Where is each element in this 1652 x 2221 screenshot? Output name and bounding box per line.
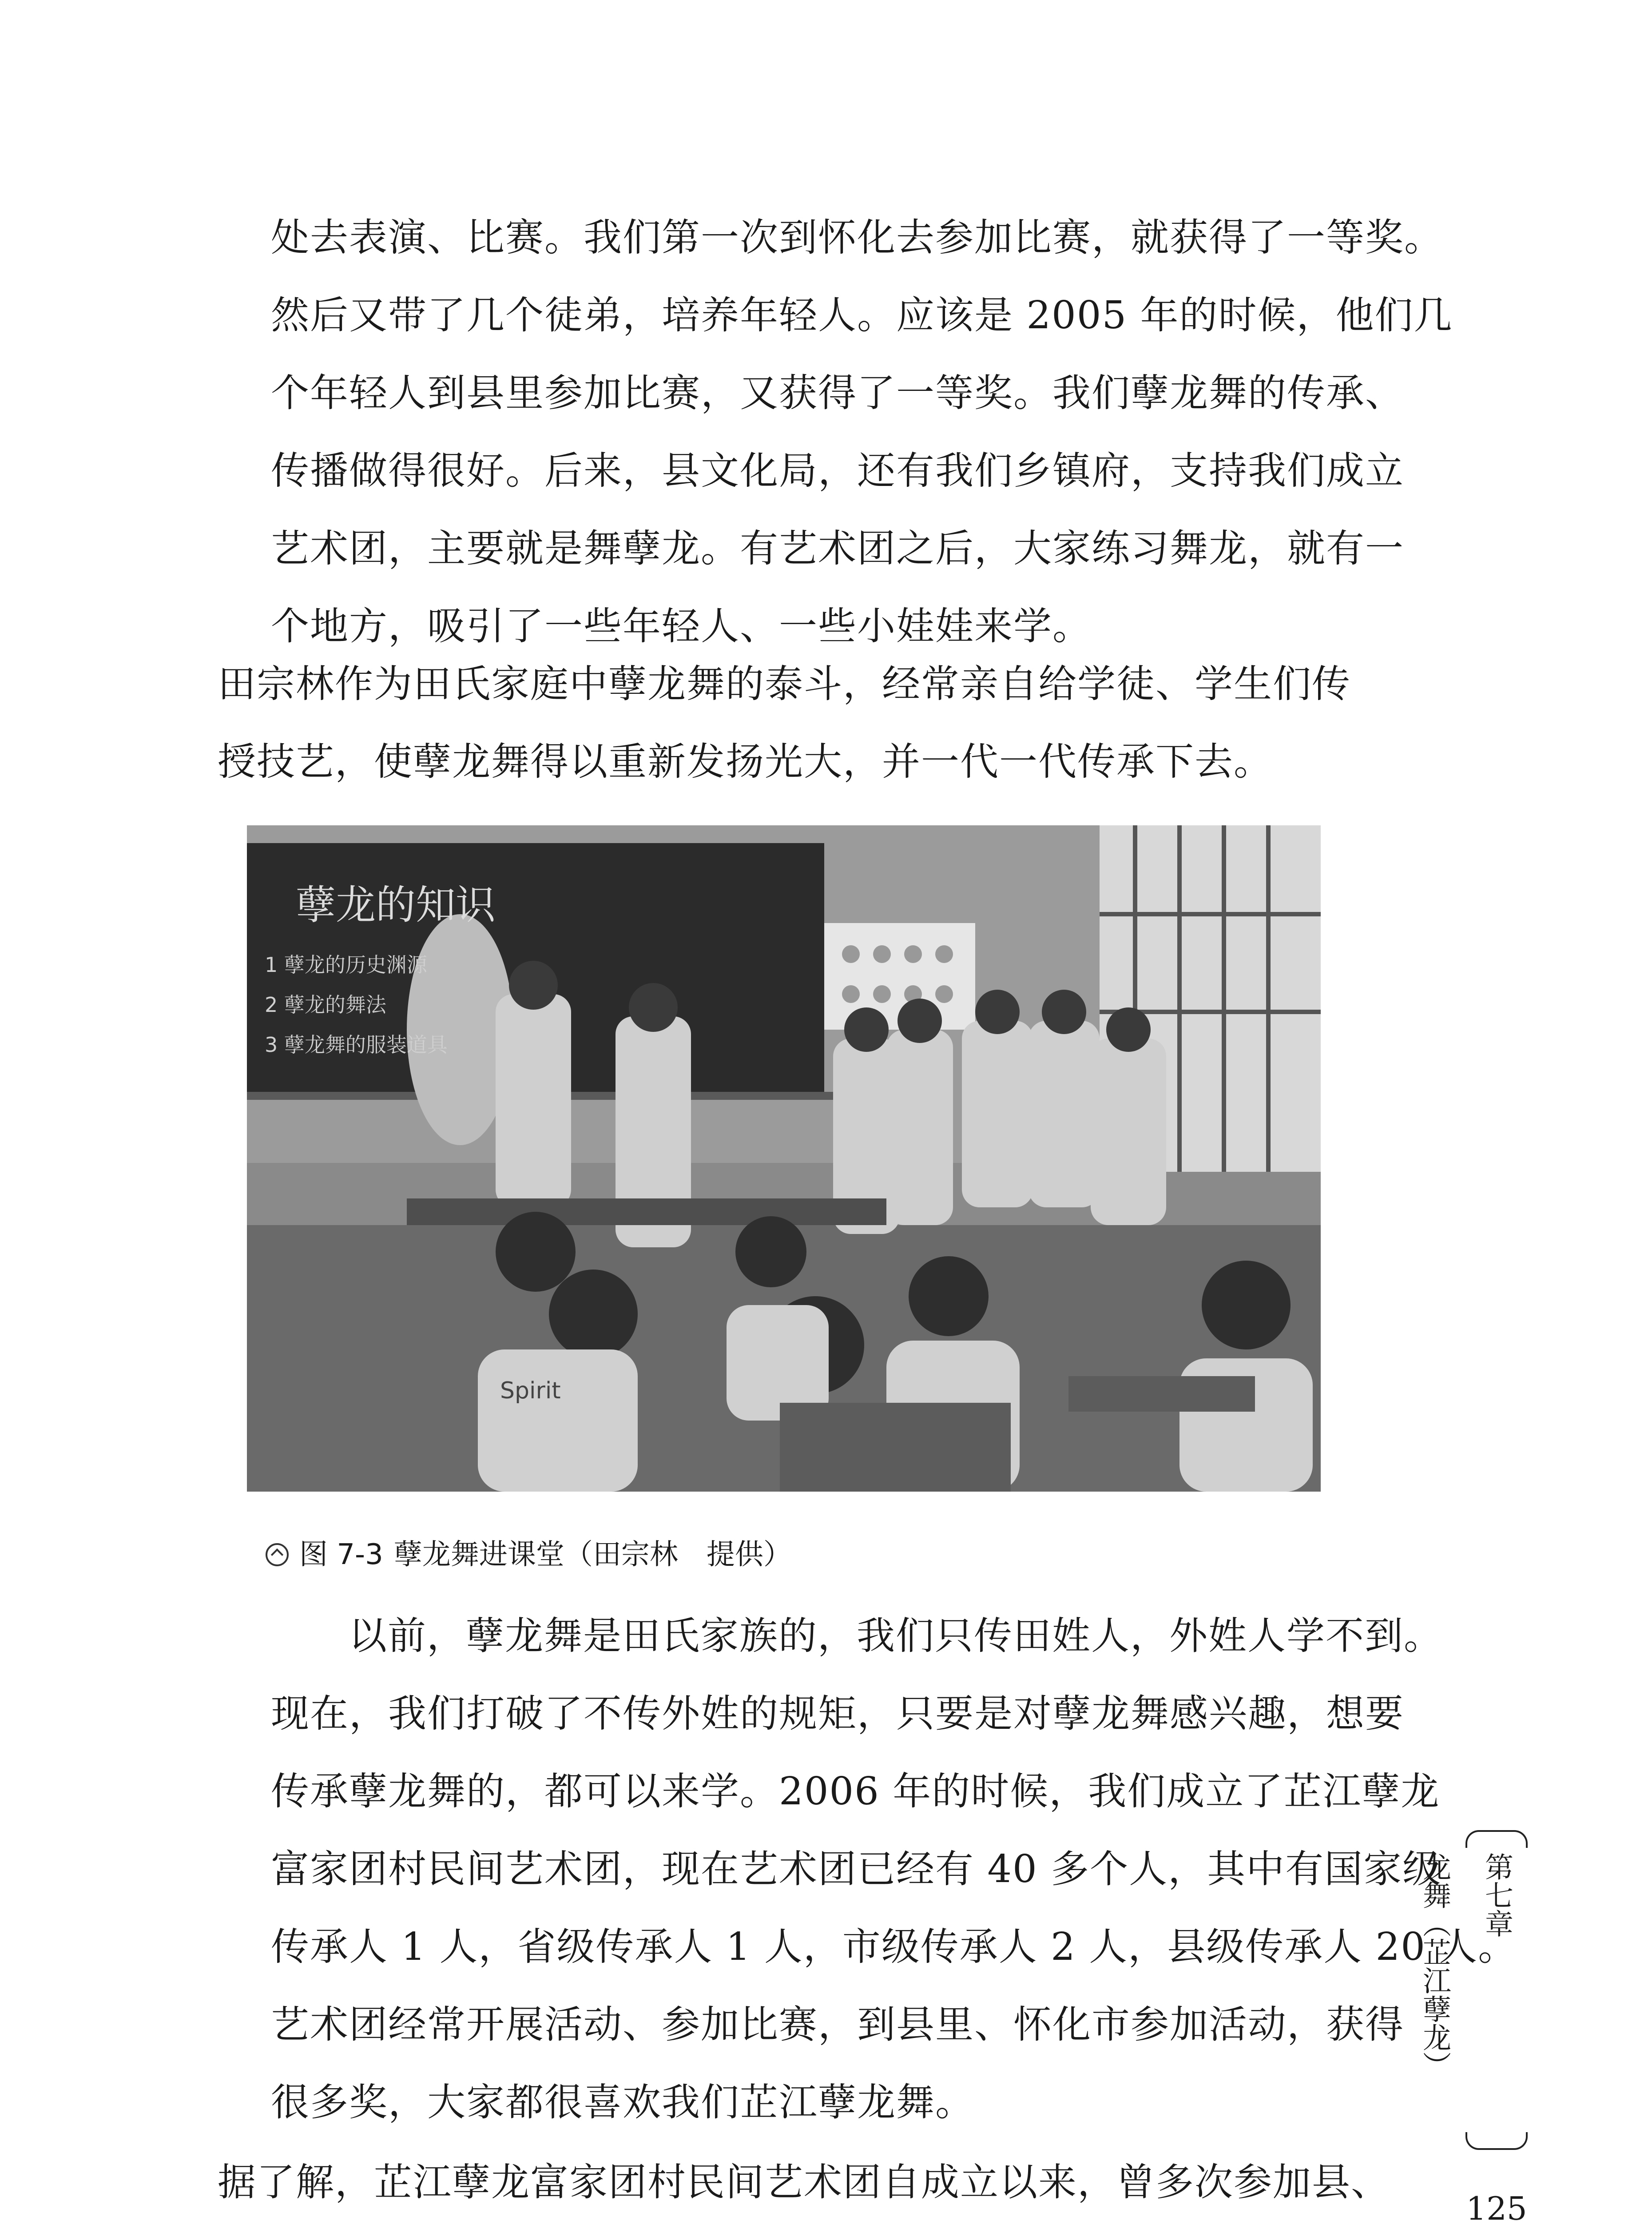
- blackboard-item: 1 孽龙的历史渊源: [265, 953, 427, 977]
- blackboard-item: 3 孽龙舞的服装道具: [265, 1033, 448, 1057]
- text-line: 现在，我们打破了不传外姓的规矩，只要是对孽龙舞感兴趣，想要: [271, 1692, 1404, 1736]
- text-line: 然后又带了几个徒弟，培养年轻人。应该是 2005 年的时候，他们几: [271, 293, 1453, 338]
- chapter-number: 第七章: [1480, 1852, 1513, 1938]
- classroom-photo: [247, 825, 1321, 1492]
- text-line: 艺术团经常开展活动、参加比赛，到县里、怀化市参加活动，获得: [271, 2002, 1404, 2047]
- figure-marker-icon: [266, 1543, 289, 1566]
- text-line: 田宗林作为田氏家庭中孽龙舞的泰斗，经常亲自给学徒、学生们传: [218, 662, 1351, 706]
- text-line: 传承人 1 人，省级传承人 1 人，市级传承人 2 人，县级传承人 20 人。: [271, 1925, 1517, 1969]
- text-line: 艺术团，主要就是舞孽龙。有艺术团之后，大家练习舞龙，就有一: [271, 526, 1404, 571]
- text-line: 以前，孽龙舞是田氏家族的，我们只传田姓人，外姓人学不到。: [349, 1614, 1443, 1658]
- chapter-name: 龙舞（芷江孽龙）: [1418, 1852, 1451, 2080]
- page-number: 125: [1466, 2190, 1527, 2221]
- shirt-text: Spirit: [500, 1377, 561, 1404]
- text-line: 授技艺，使孽龙舞得以重新发扬光大，并一代一代传承下去。: [218, 740, 1273, 784]
- text-line: 处去表演、比赛。我们第一次到怀化去参加比赛，就获得了一等奖。: [271, 215, 1443, 260]
- figure-title: 孽龙舞进课堂（田宗林 提供）: [393, 1538, 792, 1571]
- figure-caption: [266, 1532, 792, 1577]
- text-line: 富家团村民间艺术团，现在艺术团已经有 40 多个人，其中有国家级: [271, 1847, 1442, 1891]
- blackboard-title: 孽龙的知识: [296, 882, 496, 928]
- text-line: 个年轻人到县里参加比赛，又获得了一等奖。我们孽龙舞的传承、: [271, 371, 1404, 415]
- text-line: 传承孽龙舞的，都可以来学。2006 年的时候，我们成立了芷江孽龙: [271, 1769, 1440, 1814]
- text-line: 据了解，芷江孽龙富家团村民间艺术团自成立以来，曾多次参加县、: [218, 2160, 1390, 2205]
- chapter-title-vertical: [1418, 1852, 1528, 2128]
- figure-label: 图 7-3: [299, 1538, 383, 1571]
- blackboard-item: 2 孽龙的舞法: [265, 993, 386, 1017]
- text-line: 传播做得很好。后来，县文化局，还有我们乡镇府，支持我们成立: [271, 449, 1404, 493]
- text-line: 很多奖，大家都很喜欢我们芷江孽龙舞。: [271, 2080, 974, 2125]
- bracket-bottom: [1465, 2132, 1528, 2150]
- text-line: 个地方，吸引了一些年轻人、一些小娃娃来学。: [271, 604, 1092, 649]
- bracket-top: [1465, 1830, 1528, 1848]
- chapter-side-tab: [1418, 1830, 1528, 2150]
